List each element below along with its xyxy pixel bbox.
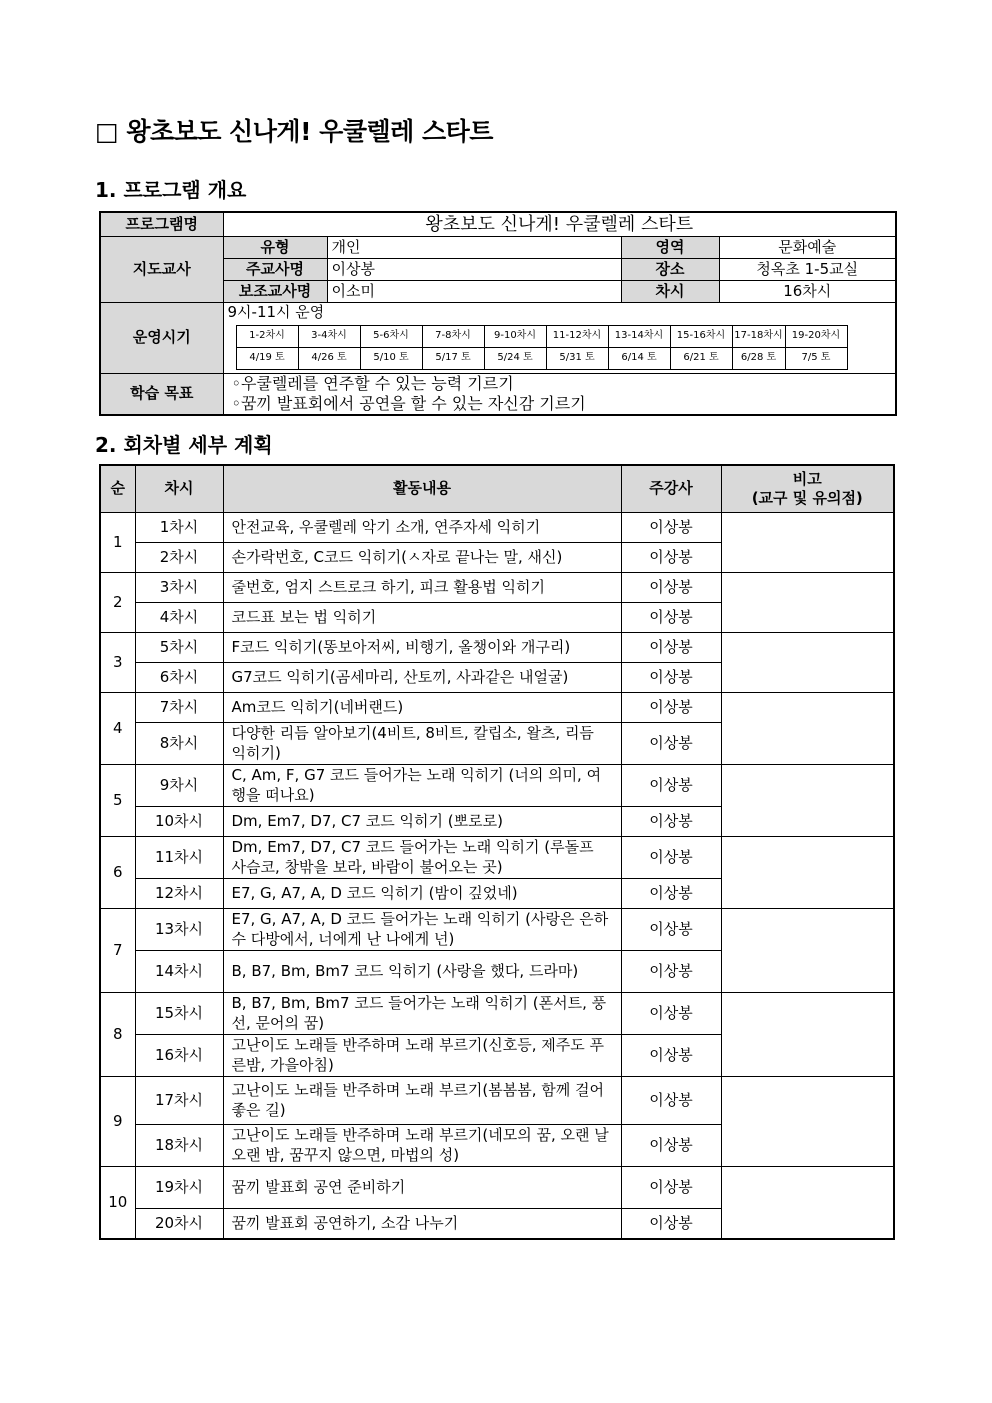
- section-heading-overview: 1. 프로그램 개요: [95, 178, 247, 202]
- period-label: 운영시기: [100, 303, 223, 374]
- activity-cell: 고난이도 노래들 반주하며 노래 부르기(신호등, 제주도 푸른밤, 가을아침): [223, 1035, 621, 1077]
- page-title: □ 왕초보도 신나게! 우쿨렐레 스타트: [95, 117, 493, 146]
- group-number: 6: [100, 837, 135, 909]
- assist-teacher-label: 보조교사명: [223, 281, 327, 303]
- teacher-cell: 이상봉: [621, 693, 721, 723]
- session-cell: 6차시: [135, 663, 223, 693]
- teacher-cell: 이상봉: [621, 807, 721, 837]
- session-cell: 8차시: [135, 723, 223, 765]
- teacher-cell: 이상봉: [621, 993, 721, 1035]
- main-teacher-label: 주교사명: [223, 259, 327, 281]
- table-row: [100, 909, 894, 951]
- session-cell: 4차시: [135, 603, 223, 633]
- table-row: [100, 837, 894, 879]
- session-cell: 11차시: [135, 837, 223, 879]
- session-cell: 10차시: [135, 807, 223, 837]
- teacher-cell: 이상봉: [621, 1035, 721, 1077]
- teacher-cell: 이상봉: [621, 1167, 721, 1209]
- schedule-date: 6/28 토: [732, 347, 785, 369]
- note-cell: [721, 837, 894, 909]
- group-number: 8: [100, 993, 135, 1077]
- schedule-date: 5/24 토: [484, 347, 546, 369]
- session-cell: 13차시: [135, 909, 223, 951]
- note-cell: [721, 993, 894, 1077]
- sessions-value: 16차시: [719, 281, 896, 303]
- teacher-label: 지도교사: [100, 237, 223, 303]
- activity-cell: 꿈끼 발표회 공연하기, 소감 나누기: [223, 1209, 621, 1239]
- field-label: 영역: [621, 237, 719, 259]
- teacher-cell: 이상봉: [621, 951, 721, 993]
- session-cell: 2차시: [135, 543, 223, 573]
- table-row: [100, 633, 894, 663]
- session-cell: 12차시: [135, 879, 223, 909]
- type-label: 유형: [223, 237, 327, 259]
- header-note-line2: (교구 및 유의점): [751, 489, 863, 507]
- group-number: 9: [100, 1077, 135, 1167]
- activity-cell: 줄번호, 엄지 스트로크 하기, 피크 활용법 익히기: [223, 573, 621, 603]
- activity-cell: G7코드 익히기(곰세마리, 산토끼, 사과같은 내얼굴): [223, 663, 621, 693]
- plan-table: [99, 464, 895, 1240]
- activity-cell: 손가락번호, C코드 익히기(ㅅ자로 끝나는 말, 새신): [223, 543, 621, 573]
- activity-cell: C, Am, F, G7 코드 들어가는 노래 익히기 (너의 의미, 여행을 떠나요): [223, 765, 621, 807]
- session-cell: 17차시: [135, 1077, 223, 1125]
- sessions-label: 차시: [621, 281, 719, 303]
- table-row: [100, 1167, 894, 1209]
- session-cell: 7차시: [135, 693, 223, 723]
- type-value: 개인: [327, 237, 621, 259]
- teacher-cell: 이상봉: [621, 837, 721, 879]
- table-row: [100, 765, 894, 807]
- header-activity: 활동내용: [223, 465, 621, 513]
- teacher-cell: 이상봉: [621, 513, 721, 543]
- session-cell: 20차시: [135, 1209, 223, 1239]
- note-cell: [721, 765, 894, 837]
- goal-2: ◦꿈끼 발표회에서 공연을 할 수 있는 자신감 기르기: [231, 393, 586, 413]
- session-cell: 18차시: [135, 1125, 223, 1167]
- table-row: [100, 693, 894, 723]
- header-teacher: 주강사: [621, 465, 721, 513]
- period-time: 9시-11시 운영: [227, 303, 325, 322]
- activity-cell: E7, G, A7, A, D 코드 익히기 (밤이 깊었네): [223, 879, 621, 909]
- note-cell: [721, 1167, 894, 1239]
- teacher-cell: 이상봉: [621, 723, 721, 765]
- activity-cell: B, B7, Bm, Bm7 코드 익히기 (사랑을 했다, 드라마): [223, 951, 621, 993]
- group-number: 2: [100, 573, 135, 633]
- teacher-cell: 이상봉: [621, 1077, 721, 1125]
- teacher-cell: 이상봉: [621, 879, 721, 909]
- group-number: 3: [100, 633, 135, 693]
- session-cell: 1차시: [135, 513, 223, 543]
- activity-cell: 꿈끼 발표회 공연 준비하기: [223, 1167, 621, 1209]
- section-heading-plan: 2. 회차별 세부 계획: [95, 433, 273, 457]
- activity-cell: 고난이도 노래들 반주하며 노래 부르기(네모의 꿈, 오랜 날 오랜 밤, 꿈꾸지 않으면, 마법의 성): [223, 1125, 621, 1167]
- teacher-cell: 이상봉: [621, 573, 721, 603]
- note-cell: [721, 909, 894, 993]
- note-cell: [721, 1077, 894, 1167]
- goal-1: ◦우쿨렐레를 연주할 수 있는 능력 기르기: [231, 373, 514, 393]
- header-session: 차시: [135, 465, 223, 513]
- place-label: 장소: [621, 259, 719, 281]
- goal-label: 학습 목표: [100, 373, 223, 415]
- schedule-session: 17-18차시: [732, 325, 785, 347]
- teacher-cell: 이상봉: [621, 543, 721, 573]
- session-cell: 14차시: [135, 951, 223, 993]
- overview-table: [99, 211, 897, 416]
- schedule-session: 19-20차시: [785, 325, 847, 347]
- schedule-session: 13-14차시: [608, 325, 670, 347]
- teacher-cell: 이상봉: [621, 633, 721, 663]
- schedule-date: 6/21 토: [670, 347, 732, 369]
- activity-cell: F코드 익히기(똥보아저씨, 비행기, 올챙이와 개구리): [223, 633, 621, 663]
- schedule-date: 7/5 토: [785, 347, 847, 369]
- teacher-cell: 이상봉: [621, 909, 721, 951]
- schedule-session: 11-12차시: [546, 325, 608, 347]
- session-cell: 15차시: [135, 993, 223, 1035]
- schedule-session: 1-2차시: [236, 325, 298, 347]
- teacher-cell: 이상봉: [621, 765, 721, 807]
- program-name: 왕초보도 신나게! 우쿨렐레 스타트: [223, 212, 896, 237]
- schedule-session: 7-8차시: [422, 325, 484, 347]
- main-teacher-value: 이상봉: [327, 259, 621, 281]
- schedule-date: 5/17 토: [422, 347, 484, 369]
- table-row: [100, 1077, 894, 1125]
- group-number: 10: [100, 1167, 135, 1239]
- group-number: 5: [100, 765, 135, 837]
- note-cell: [721, 693, 894, 765]
- table-row: [100, 993, 894, 1035]
- schedule-date: 4/26 토: [298, 347, 360, 369]
- schedule-date: 6/14 토: [608, 347, 670, 369]
- header-note-line1: 비고: [792, 469, 822, 488]
- assist-teacher-value: 이소미: [327, 281, 621, 303]
- schedule-session: 3-4차시: [298, 325, 360, 347]
- activity-cell: 안전교육, 우쿨렐레 악기 소개, 연주자세 익히기: [223, 513, 621, 543]
- activity-cell: Dm, Em7, D7, C7 코드 들어가는 노래 익히기 (루돌프 사슴코, 창밖을 보라, 바람이 불어오는 곳): [223, 837, 621, 879]
- schedule-date: 5/31 토: [546, 347, 608, 369]
- header-no: 순: [100, 465, 135, 513]
- teacher-cell: 이상봉: [621, 1209, 721, 1239]
- schedule-table: [236, 325, 848, 370]
- activity-cell: 다양한 리듬 알아보기(4비트, 8비트, 칼립소, 왈츠, 리듬 익히기): [223, 723, 621, 765]
- session-cell: 9차시: [135, 765, 223, 807]
- header-note: [721, 465, 894, 513]
- schedule-session: 5-6차시: [360, 325, 422, 347]
- group-number: 4: [100, 693, 135, 765]
- note-cell: [721, 633, 894, 693]
- activity-cell: B, B7, Bm, Bm7 코드 들어가는 노래 익히기 (폰서트, 풍선, 문어의 꿈): [223, 993, 621, 1035]
- table-row: [100, 513, 894, 543]
- schedule-session: 9-10차시: [484, 325, 546, 347]
- table-row: [100, 573, 894, 603]
- program-label: 프로그램명: [100, 212, 223, 237]
- schedule-session: 15-16차시: [670, 325, 732, 347]
- group-number: 1: [100, 513, 135, 573]
- note-cell: [721, 513, 894, 573]
- schedule-date: 5/10 토: [360, 347, 422, 369]
- session-cell: 16차시: [135, 1035, 223, 1077]
- activity-cell: 코드표 보는 법 익히기: [223, 603, 621, 633]
- session-cell: 3차시: [135, 573, 223, 603]
- teacher-cell: 이상봉: [621, 1125, 721, 1167]
- field-value: 문화예술: [719, 237, 896, 259]
- activity-cell: E7, G, A7, A, D 코드 들어가는 노래 익히기 (사랑은 은하수 다방에서, 너에게 난 나에게 넌): [223, 909, 621, 951]
- place-value: 청옥초 1-5교실: [719, 259, 896, 281]
- activity-cell: Am코드 익히기(네버랜드): [223, 693, 621, 723]
- session-cell: 19차시: [135, 1167, 223, 1209]
- teacher-cell: 이상봉: [621, 663, 721, 693]
- note-cell: [721, 573, 894, 633]
- group-number: 7: [100, 909, 135, 993]
- activity-cell: Dm, Em7, D7, C7 코드 익히기 (뽀로로): [223, 807, 621, 837]
- teacher-cell: 이상봉: [621, 603, 721, 633]
- session-cell: 5차시: [135, 633, 223, 663]
- activity-cell: 고난이도 노래들 반주하며 노래 부르기(봄봄봄, 함께 걸어 좋은 길): [223, 1077, 621, 1125]
- schedule-date: 4/19 토: [236, 347, 298, 369]
